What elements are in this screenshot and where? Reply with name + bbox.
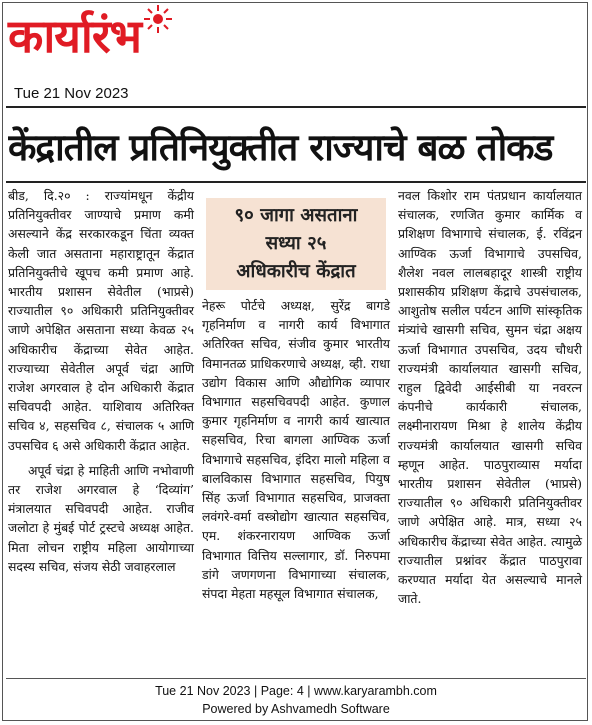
edition-date: Tue 21 Nov 2023: [14, 85, 129, 102]
article-column-3: [398, 186, 582, 608]
callout-line: सध्या २५: [265, 233, 327, 254]
callout-box: [206, 198, 386, 290]
paragraph: नेहरू पोर्टचे अध्यक्ष, सुरेंद्र बागडे गृहनिर्माण व नागरी कार्य विभागात अतिरिक्त सचिव, संजीव कुमार भारतीय विमानतळ प्राधिकरणाचे अध्यक्ष, व्ही. राधा उद्योग विकास आणि औद्योगिक व्यापार विभागात सहसचिवपदी आहेत. कुणाल कुमार गृहनिर्माण व नागरी कार्य खात्यात सहसचिव, रिचा बागला आण्विक ऊर्जा विभागाचे सहसचिव, इंदिरा मालो महिला व बालविकास विभागात सहसचिव, पियुष सिंह ऊर्जा विभागात सहसचिव, प्राजक्ता लवंगरे-वर्मा वस्त्रोद्योग खात्यात सहसचिव, एम. शंकरनारायण आण्विक ऊर्जा विभागात वित्तिय सल्लागार, डॉ. निरुपमा डांगे जणगणना विभागाच्या संचालक, संपदा मेहता महसूल विभागात संचालक,: [202, 298, 390, 602]
brand-logo: कार्यारंभ: [8, 9, 141, 63]
top-rule: [6, 106, 586, 108]
article-column-1: [8, 186, 194, 576]
article-headline: केंद्रातील प्रतिनियुक्तीत राज्याचे बळ तोकड: [8, 126, 553, 169]
paragraph: बीड, दि.२० : राज्यांमधून केंद्रीय प्रतिनियुक्तीवर जाण्याचे प्रमाण कमी असल्याने केंद्र सरकारकडून चिंता व्यक्त केली जात असताना महाराष्ट्रातून केंद्रात प्रतिनियुक्तीचे खूपच कमी प्रमाण आहे. भारतीय प्रशासन सेवेतील (भाप्रसे) राज्यातील ९० अधिकारी प्रतिनियुक्तीवर जाणे अपेक्षित असताना सध्या केवळ २५ अधिकारीच केंद्राच्या सेवेत आहेत. राज्याच्या सेवेतील अपूर्व चंद्रा आणि राजेश अगरवाल हे दोन अधिकारी केंद्रात सचिवपदी आहेत. याशिवाय अतिरिक्त सचिव ४, सहसचिव ८, संचालक ५ आणि उपसचिव ६ असे अधिकारी केंद्रात आहेत.: [8, 188, 194, 453]
footer-rule: [6, 678, 586, 679]
headline-rule: [6, 181, 586, 183]
article-column-2: [202, 296, 390, 603]
paragraph: नवल किशोर राम पंतप्रधान कार्यालयात संचालक, रणजित कुमार कार्मिक व प्रशिक्षण विभागाचे संचालक, ई. रविंद्रन आण्विक ऊर्जा विभागाचे उपसचिव, शैलेश नवल लालबहादूर शास्त्री राष्ट्रीय प्रशासकीय प्रशिक्षण केंद्राचे उपसंचालक, आशुतोष सलील पर्यटन आणि सांस्कृतिक मंत्र्यांचे खासगी सचिव, सुमन चंद्रा अक्षय ऊर्जा विभागात उपसचिव, उदय चौधरी राज्यमंत्री कार्यालयात खासगी सचिव, राहुल द्विवेदी आईसीबी या नवरत्न कंपनीचे कार्यकारी संचालक, लक्ष्मीनारायण मिश्रा हे शालेय केंद्रीय राज्यमंत्री कार्यालयात खासगी सचिव म्हणून आहेत. पाठपुराव्यास मर्यादा भारतीय प्रशासन सेवेतील (भाप्रसे) राज्यातील ९० अधिकारी प्रतिनियुक्तीवर जाणे अपेक्षित आहे. मात्र, सध्या २५ अधिकारीच केंद्राच्या सेवेत आहेत. त्यामुळे राज्यातील प्रश्नांवर केंद्रात पाठपुरावा करण्यात मर्यादा येत असल्याचे मानले जाते.: [398, 188, 582, 607]
masthead: [8, 6, 238, 86]
callout-line: ९० जागा असताना: [234, 205, 358, 226]
callout-line: अधिकारीच केंद्रात: [236, 261, 356, 282]
paragraph: अपूर्व चंद्रा हे माहिती आणि नभोवाणी तर राजेश अगरवाल हे ‘दिव्यांग’ मंत्रालयात सचिवपदी आहेत. राजीव जलोटा हे मुंबई पोर्ट ट्रस्टचे अध्यक्ष आहेत. मिता लोचन राष्ट्रीय महिला आयोगाच्या सदस्य सचिव, संजय सेठी जवाहरलाल: [8, 462, 194, 574]
sun-logo-icon: [143, 4, 173, 34]
footer-credit: Powered by Ashvamedh Software: [202, 702, 390, 716]
footer-info: Tue 21 Nov 2023 | Page: 4 | www.karyarambh.com: [155, 684, 437, 698]
